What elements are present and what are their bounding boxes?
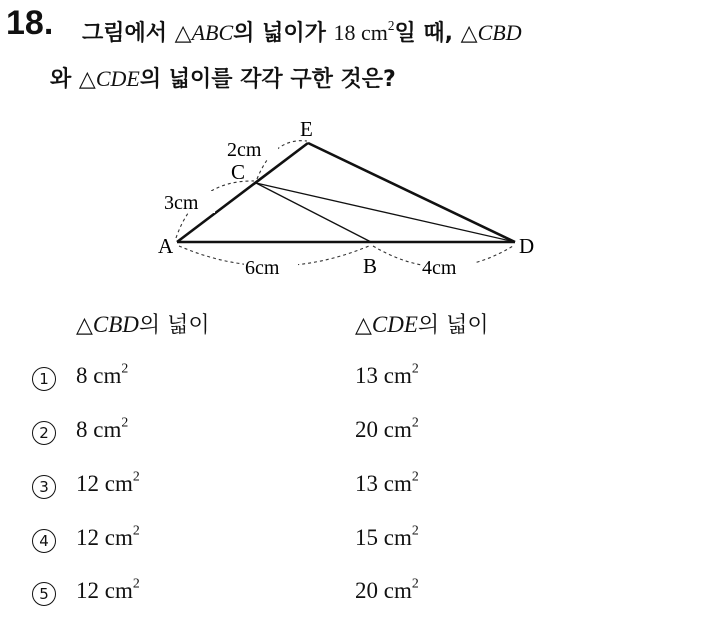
choice-2[interactable] bbox=[0, 414, 700, 457]
cde-area: 13 $cm^2$ bbox=[355, 468, 419, 496]
question-text: 와 bbox=[50, 67, 79, 92]
question-text: 일 때, bbox=[394, 21, 461, 46]
length-label-ab: 6cm bbox=[245, 257, 280, 279]
question-text: 의 넓이가 bbox=[233, 21, 334, 46]
triangle-symbol: △ bbox=[460, 20, 478, 45]
cde-area: 20 $cm^2$ bbox=[355, 575, 419, 603]
triangle-name: CBD bbox=[92, 312, 139, 337]
triangle-name: CDE bbox=[371, 312, 418, 337]
cbd-area: 8 $cm^2$ bbox=[76, 360, 129, 388]
choice-3[interactable] bbox=[0, 468, 700, 511]
triangle-name-abc: ABC bbox=[191, 20, 234, 45]
length-label-ce: 2cm bbox=[227, 139, 262, 161]
question-text: 의 넓이를 각각 구한 것은? bbox=[139, 67, 396, 92]
triangle-name-cde: CDE bbox=[95, 66, 140, 91]
area-value: 18 bbox=[333, 20, 356, 45]
point-label-c: C bbox=[231, 160, 246, 184]
geometry-figure bbox=[0, 0, 719, 300]
point-label-d: D bbox=[519, 234, 535, 258]
cde-area: 13 $cm^2$ bbox=[355, 360, 419, 388]
cbd-area: 8 $cm^2$ bbox=[76, 414, 129, 442]
cde-area: 15 $cm^2$ bbox=[355, 522, 419, 550]
point-label-e: E bbox=[300, 117, 313, 141]
question-number: 18. bbox=[6, 4, 54, 42]
choice-marker: 1 bbox=[32, 367, 56, 391]
column-header-cbd bbox=[76, 308, 210, 339]
triangle-symbol: △ bbox=[76, 312, 93, 337]
cbd-area: 12 $cm^2$ bbox=[76, 468, 140, 496]
choice-5[interactable] bbox=[0, 575, 700, 618]
segment-cd bbox=[256, 183, 515, 242]
choice-marker: 3 bbox=[32, 475, 56, 499]
triangle-symbol: △ bbox=[174, 20, 192, 45]
triangle-symbol: △ bbox=[78, 66, 96, 91]
column-header-cde bbox=[355, 308, 489, 339]
header-suffix: 의 넓이 bbox=[138, 313, 210, 338]
choice-4[interactable] bbox=[0, 522, 700, 565]
length-label-ac: 3cm bbox=[164, 192, 199, 214]
choice-1[interactable] bbox=[0, 360, 700, 403]
point-label-a: A bbox=[158, 234, 174, 258]
choice-marker: 5 bbox=[32, 582, 56, 606]
choice-marker: 4 bbox=[32, 529, 56, 553]
point-label-b: B bbox=[363, 254, 378, 278]
cbd-area: 12 $cm^2$ bbox=[76, 575, 140, 603]
triangle-name-cbd: CBD bbox=[477, 20, 522, 45]
area-unit: $cm^2$ bbox=[360, 18, 395, 45]
segment-cb bbox=[256, 183, 371, 242]
triangle-symbol: △ bbox=[355, 312, 372, 337]
cbd-area: 12 $cm^2$ bbox=[76, 522, 140, 550]
header-suffix: 의 넓이 bbox=[417, 313, 489, 338]
length-label-bd: 4cm bbox=[422, 257, 457, 279]
cde-area: 20 $cm^2$ bbox=[355, 414, 419, 442]
choice-marker: 2 bbox=[32, 421, 56, 445]
segment-ed bbox=[308, 143, 515, 242]
question-text: 그림에서 bbox=[82, 21, 175, 46]
